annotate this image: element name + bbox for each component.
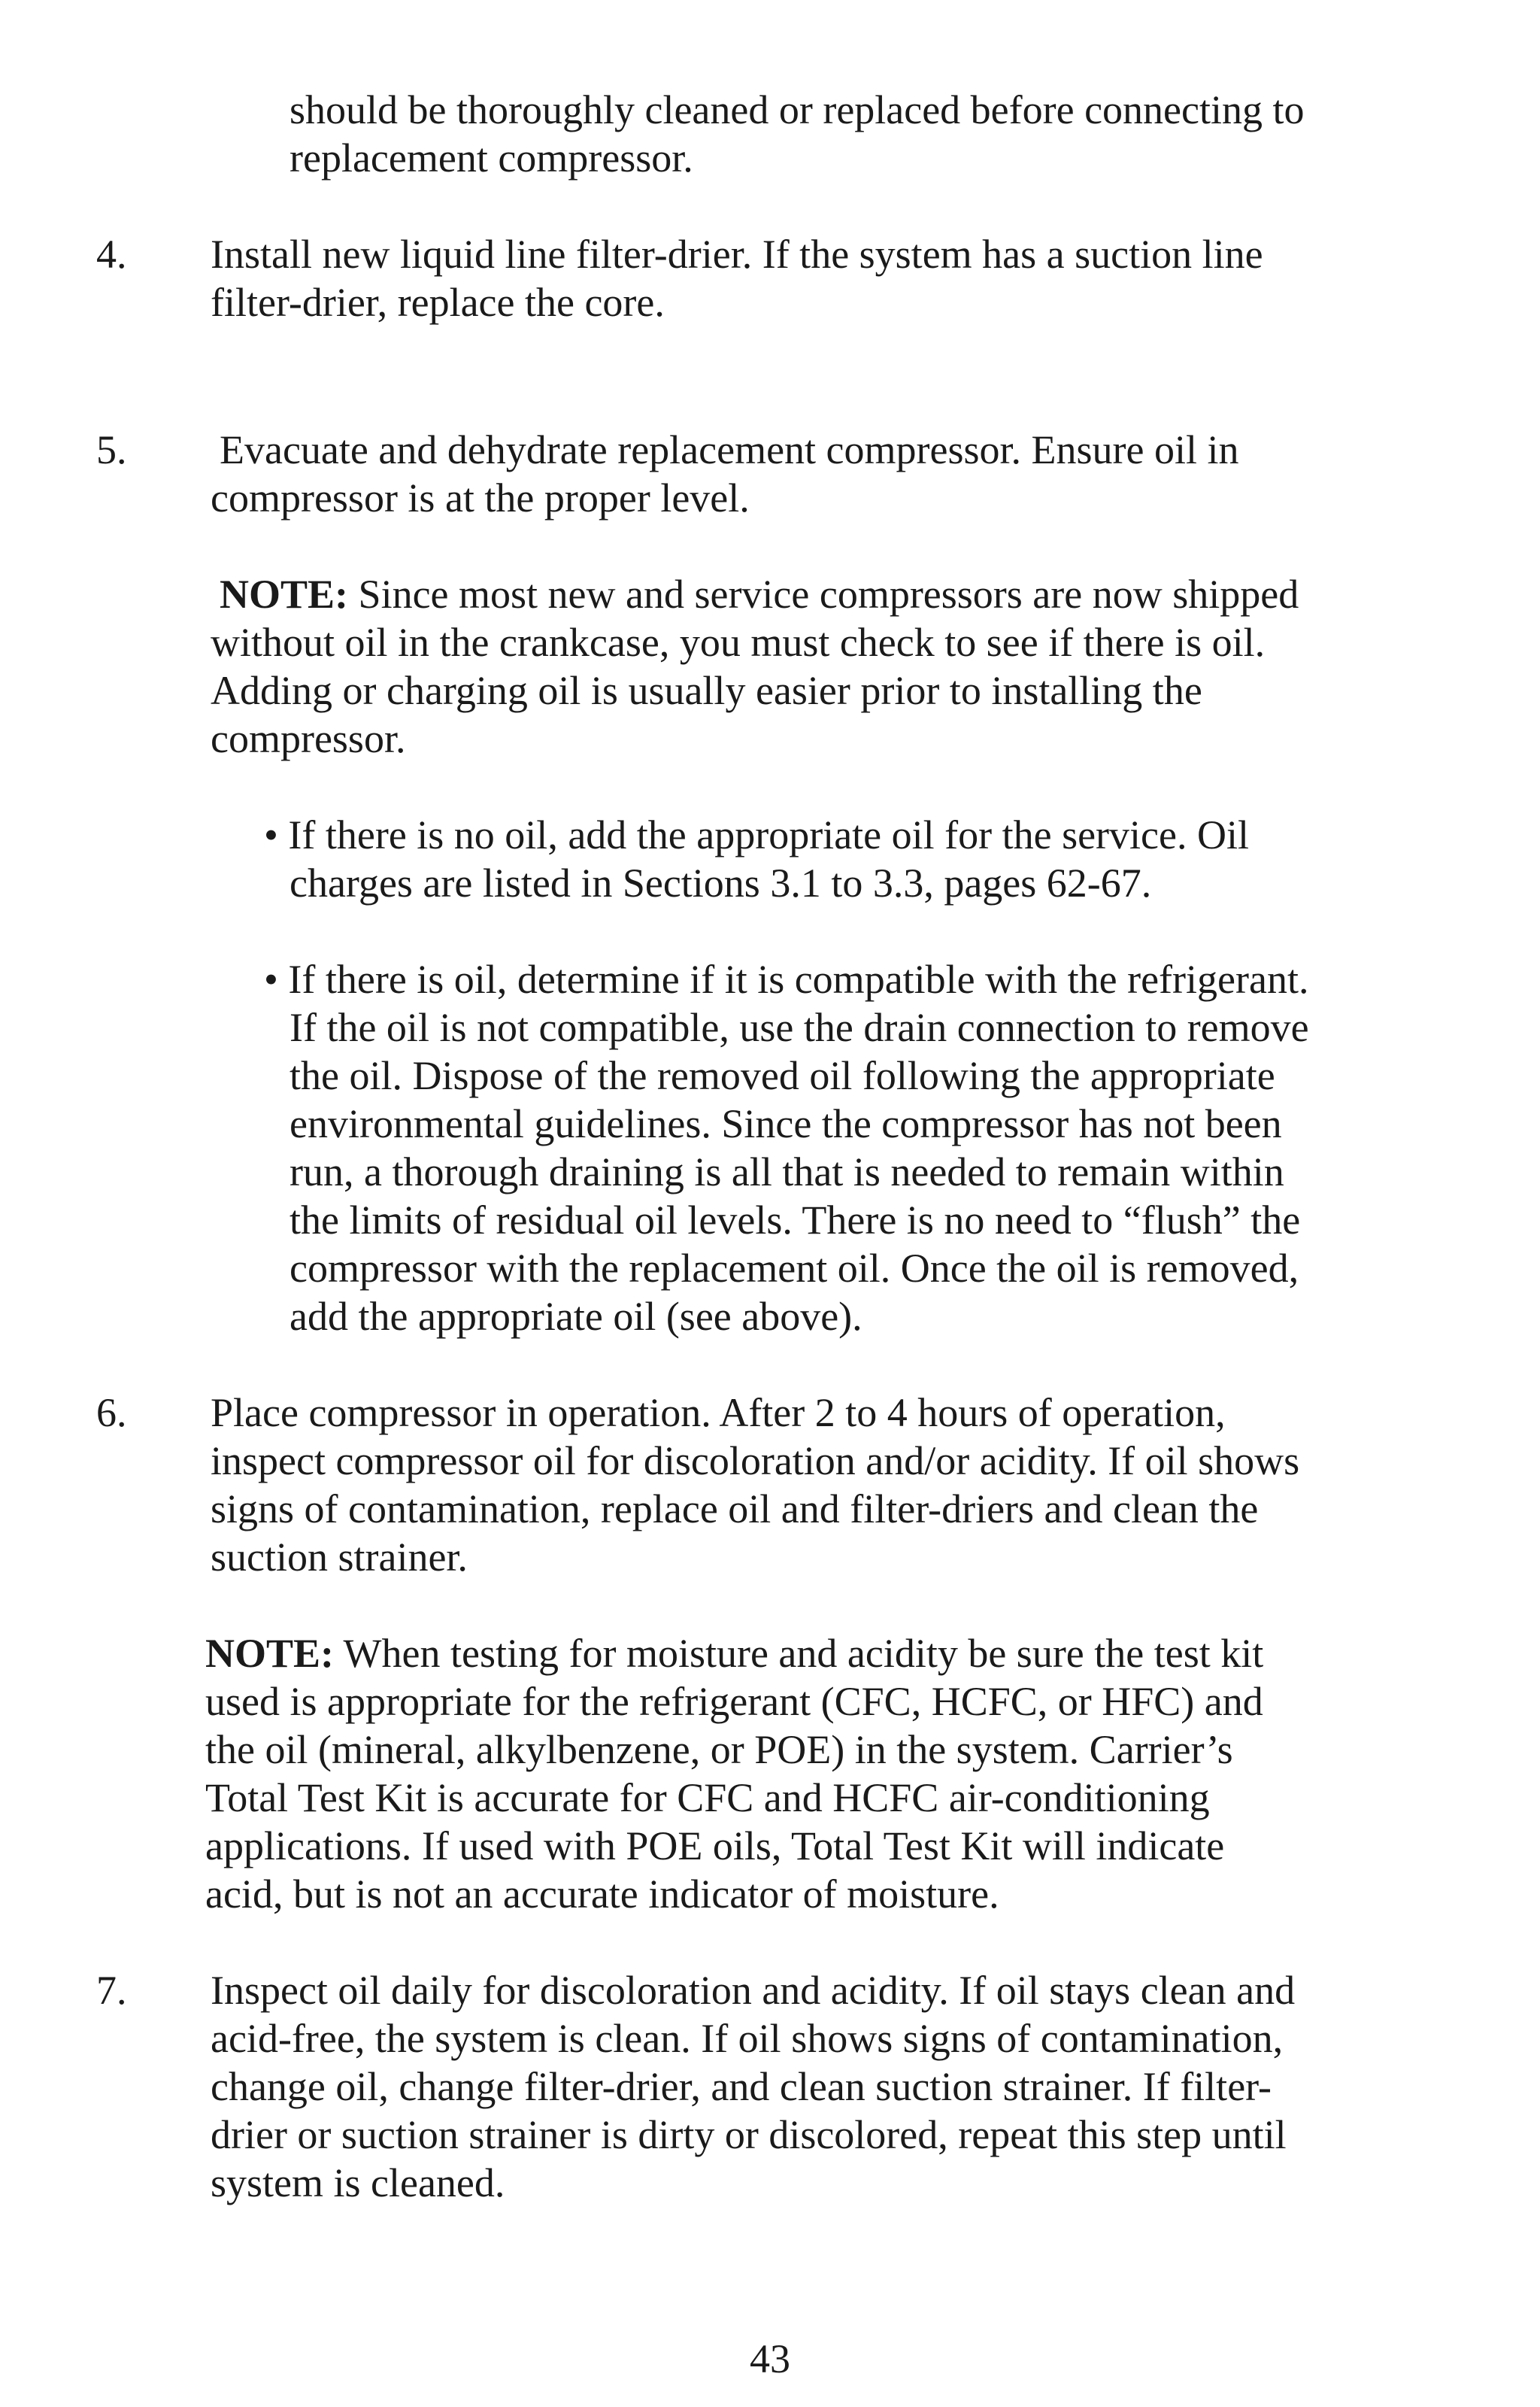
step-6-text	[211, 1389, 1299, 1581]
text-line: compressor with the replacement oil. Once the oil is removed,	[290, 1246, 1299, 1291]
text-line: the limits of residual oil levels. There is no need to “flush” the	[290, 1197, 1301, 1243]
text-line: system is cleaned.	[211, 2160, 505, 2205]
bullet-has-oil	[264, 955, 1309, 1340]
text-line: should be thoroughly cleaned or replaced before connecting to	[290, 87, 1305, 132]
step-4-number: 4.	[96, 232, 127, 277]
step-5-note	[211, 570, 1299, 763]
text-line: the oil (mineral, alkylbenzene, or POE) in the system. Carrier’s	[205, 1727, 1233, 1772]
note-label: NOTE:	[220, 572, 349, 617]
text-line: acid-free, the system is clean. If oil shows signs of contamination,	[211, 2016, 1284, 2061]
text-line: suction strainer.	[211, 1534, 468, 1580]
page-number: 43	[750, 2336, 790, 2381]
text-line: Adding or charging oil is usually easier prior to installing the	[211, 668, 1202, 713]
step-4-text	[211, 230, 1263, 326]
text-line: run, a thorough draining is all that is needed to remain within	[290, 1149, 1284, 1194]
text-line: replacement compressor.	[290, 135, 693, 181]
step-5-number: 5.	[96, 427, 127, 472]
text-line: Evacuate and dehydrate replacement compressor. Ensure oil in	[220, 427, 1239, 472]
step-7-text	[211, 1966, 1295, 2207]
text-line: change oil, change filter-drier, and clean suction strainer. If filter-	[211, 2064, 1272, 2109]
bullet-no-oil	[264, 811, 1249, 907]
text-line: Inspect oil daily for discoloration and acidity. If oil stays clean and	[211, 1968, 1296, 2013]
note-text: When testing for moisture and acidity be sure the test kit	[334, 1631, 1264, 1676]
text-line: inspect compressor oil for discoloration and/or acidity. If oil shows	[211, 1438, 1300, 1483]
text-line: drier or suction strainer is dirty or discolored, repeat this step until	[211, 2112, 1287, 2157]
text-line: applications. If used with POE oils, Total Test Kit will indicate	[205, 1823, 1225, 1868]
step-6-number: 6.	[96, 1390, 127, 1435]
text-line: charges are listed in Sections 3.1 to 3.3, pages 62-67.	[290, 861, 1152, 906]
bullet-line: • If there is no oil, add the appropriate oil for the service. Oil	[264, 812, 1249, 857]
text-line: acid, but is not an accurate indicator of moisture.	[205, 1871, 999, 1917]
text-line: add the appropriate oil (see above).	[290, 1294, 862, 1339]
step-5-text	[211, 426, 1238, 522]
text-line: compressor is at the proper level.	[211, 475, 750, 521]
step-7-number: 7.	[96, 1968, 127, 2013]
note-label: NOTE:	[205, 1631, 335, 1676]
text-line: signs of contamination, replace oil and filter-driers and clean the	[211, 1486, 1259, 1531]
text-line: Place compressor in operation. After 2 to 4 hours of operation,	[211, 1390, 1226, 1435]
text-line: filter-drier, replace the core.	[211, 280, 665, 325]
continuation-paragraph	[290, 86, 1305, 182]
text-line: without oil in the crankcase, you must check to see if there is oil.	[211, 620, 1266, 665]
note-text: Since most new and service compressors are now shipped	[348, 572, 1299, 617]
text-line: environmental guidelines. Since the compressor has not been	[290, 1101, 1282, 1146]
text-line: the oil. Dispose of the removed oil following the appropriate	[290, 1053, 1275, 1098]
text-line: used is appropriate for the refrigerant (CFC, HCFC, or HFC) and	[205, 1679, 1263, 1724]
text-line: Install new liquid line filter-drier. If the system has a suction line	[211, 232, 1263, 277]
note-first-line	[211, 570, 1299, 618]
step-6-note	[205, 1629, 1263, 1918]
note-first-line	[205, 1629, 1263, 1677]
bullet-line: • If there is oil, determine if it is compatible with the refrigerant.	[264, 957, 1309, 1002]
text-line: If the oil is not compatible, use the drain connection to remove	[290, 1005, 1309, 1050]
text-line: compressor.	[211, 716, 406, 761]
text-line: Total Test Kit is accurate for CFC and HCFC air-conditioning	[205, 1775, 1210, 1820]
